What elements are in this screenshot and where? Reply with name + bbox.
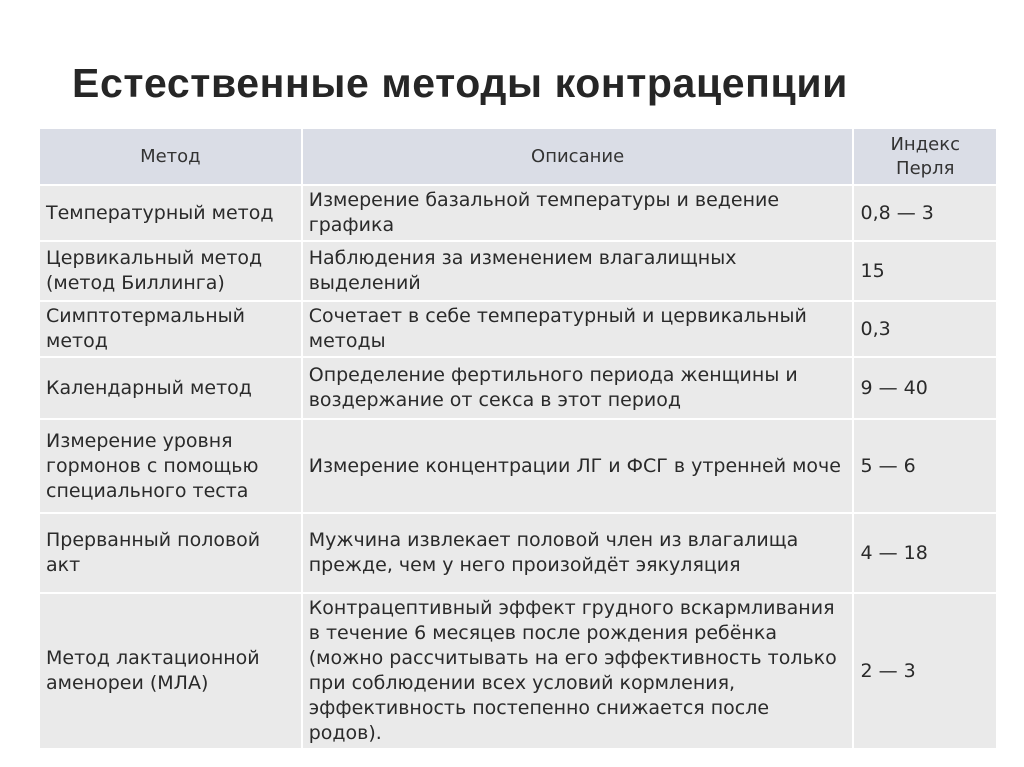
table-row (39, 301, 997, 357)
table-row (39, 513, 997, 593)
table-row (39, 419, 997, 513)
description-cell: Измерение концентрации ЛГ и ФСГ в утренней моче (302, 419, 854, 513)
pearl-index-cell: 9 — 40 (853, 357, 997, 419)
table-row (39, 185, 997, 241)
contraception-methods-table (38, 127, 998, 750)
method-cell: Симптотермальный метод (39, 301, 302, 357)
header-pearl-index-line1: Индекс (890, 133, 960, 155)
header-pearl-index (853, 128, 997, 185)
description-cell: Сочетает в себе температурный и цервикальный методы (302, 301, 854, 357)
method-cell: Температурный метод (39, 185, 302, 241)
pearl-index-cell: 0,8 — 3 (853, 185, 997, 241)
description-cell: Измерение базальной температуры и ведение графика (302, 185, 854, 241)
table-row (39, 357, 997, 419)
header-method: Метод (39, 128, 302, 185)
table-row (39, 241, 997, 301)
pearl-index-cell: 15 (853, 241, 997, 301)
description-cell: Контрацептивный эффект грудного вскармливания в течение 6 месяцев после рождения ребёнка (можно рассчитывать на его эффективность только при соблюдении всех условий кормления, эффективность постепенно снижается после родов). (302, 593, 854, 749)
method-cell: Измерение уровня гормонов с помощью специального теста (39, 419, 302, 513)
pearl-index-cell: 0,3 (853, 301, 997, 357)
method-cell: Цервикальный метод (метод Биллинга) (39, 241, 302, 301)
method-cell: Прерванный половой акт (39, 513, 302, 593)
description-cell: Наблюдения за изменением влагалищных выделений (302, 241, 854, 301)
description-cell: Мужчина извлекает половой член из влагалища прежде, чем у него произойдёт эякуляция (302, 513, 854, 593)
pearl-index-cell: 5 — 6 (853, 419, 997, 513)
header-description: Описание (302, 128, 854, 185)
header-pearl-index-line2: Перля (896, 157, 955, 179)
table-header-row (39, 128, 997, 185)
table-row (39, 593, 997, 749)
description-cell: Определение фертильного периода женщины и воздержание от секса в этот период (302, 357, 854, 419)
method-cell: Календарный метод (39, 357, 302, 419)
page-title: Естественные методы контрацепции (72, 60, 848, 106)
method-cell: Метод лактационной аменореи (МЛА) (39, 593, 302, 749)
pearl-index-cell: 2 — 3 (853, 593, 997, 749)
pearl-index-cell: 4 — 18 (853, 513, 997, 593)
